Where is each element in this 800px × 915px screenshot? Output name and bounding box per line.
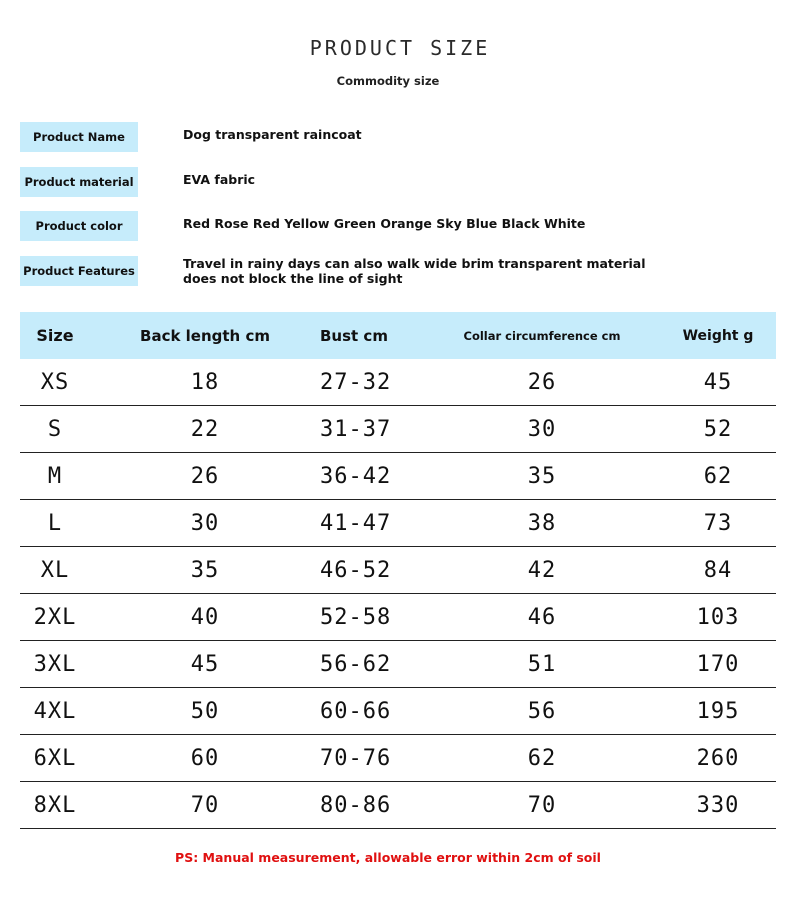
cell-bust: 80-86 bbox=[320, 782, 424, 829]
table-row bbox=[20, 359, 776, 406]
cell-weight: 62 bbox=[660, 453, 776, 500]
cell-size: 6XL bbox=[20, 735, 90, 782]
cell-weight: 195 bbox=[660, 688, 776, 735]
cell-weight: 73 bbox=[660, 500, 776, 547]
table-row bbox=[20, 547, 776, 594]
table-row bbox=[20, 641, 776, 688]
cell-back-length: 35 bbox=[90, 547, 320, 594]
cell-collar: 42 bbox=[424, 547, 660, 594]
table-row bbox=[20, 406, 776, 453]
cell-size: 8XL bbox=[20, 782, 90, 829]
info-value: Travel in rainy days can also walk wide brim transparent material does not block the line of sight bbox=[183, 256, 646, 286]
table-header-row bbox=[20, 312, 776, 359]
info-label: Product Features bbox=[20, 256, 138, 286]
info-row-name bbox=[20, 122, 720, 152]
cell-back-length: 18 bbox=[90, 359, 320, 406]
cell-bust: 41-47 bbox=[320, 500, 424, 547]
cell-weight: 52 bbox=[660, 406, 776, 453]
cell-size: 4XL bbox=[20, 688, 90, 735]
table-row bbox=[20, 453, 776, 500]
cell-collar: 38 bbox=[424, 500, 660, 547]
info-label: Product color bbox=[20, 211, 138, 241]
info-row-material bbox=[20, 167, 720, 197]
column-header-size: Size bbox=[20, 312, 90, 359]
cell-bust: 27-32 bbox=[320, 359, 424, 406]
cell-collar: 51 bbox=[424, 641, 660, 688]
page-subtitle: Commodity size bbox=[336, 74, 440, 88]
cell-collar: 30 bbox=[424, 406, 660, 453]
table-row bbox=[20, 500, 776, 547]
cell-back-length: 30 bbox=[90, 500, 320, 547]
info-value: Dog transparent raincoat bbox=[183, 127, 362, 142]
cell-back-length: 60 bbox=[90, 735, 320, 782]
cell-collar: 26 bbox=[424, 359, 660, 406]
cell-collar: 70 bbox=[424, 782, 660, 829]
cell-collar: 35 bbox=[424, 453, 660, 500]
table-row bbox=[20, 782, 776, 829]
cell-weight: 260 bbox=[660, 735, 776, 782]
info-row-color bbox=[20, 211, 720, 241]
cell-back-length: 22 bbox=[90, 406, 320, 453]
page-title: PRODUCT SIZE bbox=[309, 36, 491, 60]
table-row bbox=[20, 735, 776, 782]
cell-back-length: 26 bbox=[90, 453, 320, 500]
cell-weight: 170 bbox=[660, 641, 776, 688]
cell-bust: 60-66 bbox=[320, 688, 424, 735]
info-value: EVA fabric bbox=[183, 172, 256, 187]
cell-back-length: 70 bbox=[90, 782, 320, 829]
measurement-note: PS: Manual measurement, allowable error within 2cm of soil bbox=[175, 850, 601, 865]
cell-bust: 52-58 bbox=[320, 594, 424, 641]
cell-back-length: 45 bbox=[90, 641, 320, 688]
cell-bust: 31-37 bbox=[320, 406, 424, 453]
table-body bbox=[20, 359, 776, 829]
info-label: Product Name bbox=[20, 122, 138, 152]
table-row bbox=[20, 688, 776, 735]
cell-back-length: 40 bbox=[90, 594, 320, 641]
cell-weight: 103 bbox=[660, 594, 776, 641]
cell-bust: 56-62 bbox=[320, 641, 424, 688]
cell-weight: 45 bbox=[660, 359, 776, 406]
column-header-collar: Collar circumference cm bbox=[424, 312, 660, 359]
info-row-features bbox=[20, 256, 720, 288]
cell-bust: 70-76 bbox=[320, 735, 424, 782]
size-table bbox=[20, 312, 776, 829]
cell-back-length: 50 bbox=[90, 688, 320, 735]
cell-size: 2XL bbox=[20, 594, 90, 641]
info-value: Red Rose Red Yellow Green Orange Sky Blue Black White bbox=[183, 216, 586, 231]
cell-size: L bbox=[20, 500, 90, 547]
cell-weight: 330 bbox=[660, 782, 776, 829]
column-header-bust: Bust cm bbox=[320, 312, 424, 359]
table-row bbox=[20, 594, 776, 641]
cell-collar: 56 bbox=[424, 688, 660, 735]
column-header-back-length: Back length cm bbox=[90, 312, 320, 359]
cell-size: XL bbox=[20, 547, 90, 594]
cell-collar: 62 bbox=[424, 735, 660, 782]
cell-size: S bbox=[20, 406, 90, 453]
cell-size: M bbox=[20, 453, 90, 500]
cell-size: 3XL bbox=[20, 641, 90, 688]
cell-collar: 46 bbox=[424, 594, 660, 641]
info-label: Product material bbox=[20, 167, 138, 197]
cell-bust: 36-42 bbox=[320, 453, 424, 500]
cell-bust: 46-52 bbox=[320, 547, 424, 594]
cell-size: XS bbox=[20, 359, 90, 406]
column-header-weight: Weight g bbox=[660, 312, 776, 359]
cell-weight: 84 bbox=[660, 547, 776, 594]
